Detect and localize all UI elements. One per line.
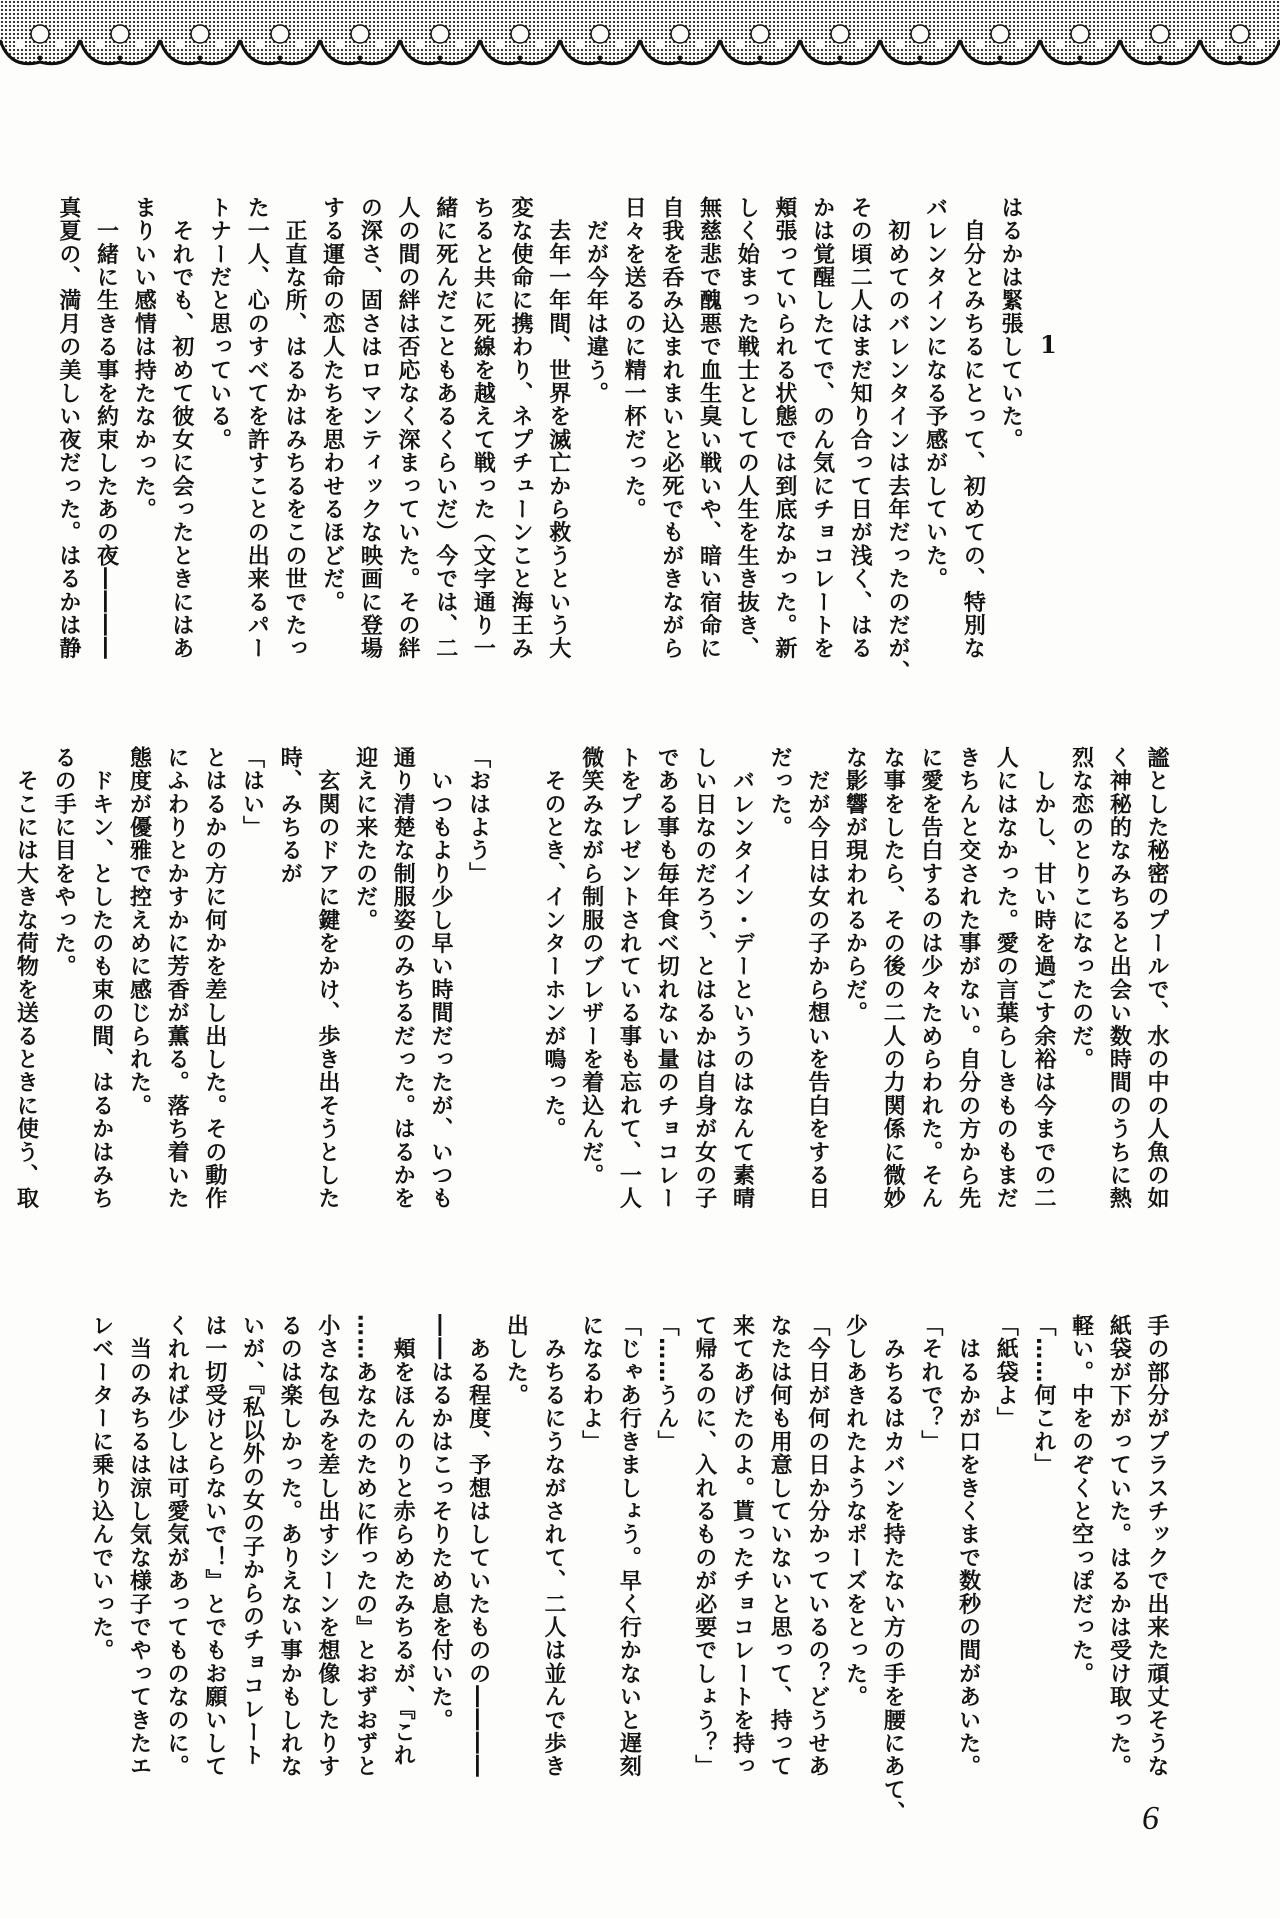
text-column: 「それで？」: [917, 1314, 943, 1454]
text-column: まりいい感情は持たなかった。: [131, 196, 157, 521]
text-column: 「紙袋よ」: [993, 1314, 1019, 1430]
text-column: になるわよ」: [578, 1314, 604, 1454]
bottom-text-block: [82, 1314, 1175, 1825]
text-column: きちんと交された事がない。自分の方から先: [955, 746, 981, 1210]
text-column: 去年一年間、世界を滅亡から救うという大: [545, 196, 571, 660]
text-column: 時、みちるが: [277, 746, 303, 886]
page-number: 6: [1142, 1800, 1159, 1837]
text-column: 軽い。中をのぞくと空っぽだった。: [1068, 1314, 1094, 1686]
text-column: 「じゃあ行きましょう。早く行かないと遅刻: [616, 1314, 642, 1778]
text-column: 「おはよう」: [465, 746, 491, 886]
text-column: 変な使命に携わり、ネプチューンこと海王み: [508, 196, 534, 660]
text-column: みちるにうながされて、二人は並んで歩き: [541, 1314, 566, 1778]
text-column: の深さ、固さはロマンティックな映画に登場: [357, 196, 383, 660]
text-column: 「今日が何の日か分かっているの？どうせあ: [804, 1314, 830, 1778]
text-column: 真夏の、満月の美しい夜だった。はるかは静: [55, 196, 81, 660]
text-column: ――はるかはこっそりため息を付いた。: [427, 1314, 453, 1732]
text-column: 日々を送るのに精一杯だった。: [621, 196, 647, 521]
text-column: 一緒に生きる事を約束したあの夜――――: [93, 196, 119, 660]
text-column: する運命の恋人たちを思わせるほどだ。: [319, 196, 345, 614]
text-column: いが、『私以外の女の子からのチョコレート: [239, 1314, 265, 1767]
text-column: 手の部分がプラスチックで出来た頑丈そうな: [1144, 1314, 1169, 1778]
text-column: 人にはなかった。愛の言葉らしきものもまだ: [993, 746, 1019, 1210]
text-column: く神秘的なみちると出会い数時間のうちに熱: [1106, 746, 1132, 1210]
text-column: 頬張っていられる状態では到底なかった。新: [771, 196, 797, 660]
text-column: 謐とした秘密のプールで、水の中の人魚の如: [1144, 746, 1169, 1210]
text-column: [497, 746, 535, 1216]
text-column: 迎えに来たのだ。: [352, 746, 378, 932]
middle-text-block: [7, 746, 1175, 1216]
text-column: な影響が現われるからだ。: [842, 746, 868, 1025]
text-column: だった。: [767, 746, 793, 839]
text-column: しかし、甘い時を過ごす余裕は今までの二: [1030, 746, 1056, 1210]
text-column: くれれば少しは可愛気があってものなのに。: [164, 1314, 190, 1778]
lace-border: [0, 0, 1280, 80]
text-column: 「……うん」: [654, 1314, 680, 1454]
chapter-number: 1: [1040, 330, 1057, 359]
text-column: 無慈悲で醜悪で血生臭い戦いや、暗い宿命に: [696, 196, 722, 660]
text-column: レベーターに乗り込んでいった。: [88, 1314, 114, 1662]
text-column: とはるかの方に何かを差し出した。その動作: [201, 746, 227, 1210]
text-column: 態度が優雅で控えめに感じられた。: [126, 746, 152, 1118]
text-column: 小さな包みを差し出すシーンを想像したりす: [314, 1314, 340, 1778]
text-column: だが今日は女の子から想いを告白をする日: [804, 746, 830, 1210]
text-column: な事をしたら、その後の二人の力関係に微妙: [880, 746, 906, 1210]
text-column: て帰るのに、入れるものが必要でしょう？」: [691, 1314, 717, 1778]
text-column: 烈な恋のとりこになったのだ。: [1068, 746, 1094, 1071]
text-column: に愛を告白するのは少々ためらわれた。そん: [917, 746, 943, 1210]
text-column: 出した。: [503, 1314, 529, 1407]
text-column: 当のみちるは涼し気な様子でやってきたエ: [126, 1314, 152, 1778]
text-column: 緒に死んだこともあるくらいだ）今では、二: [432, 196, 458, 660]
text-column: ドキン、としたのも束の間、はるかはみち: [88, 746, 114, 1210]
text-column: バレンタイン・デーというのはなんて素晴: [729, 746, 755, 1210]
text-column: それでも、初めて彼女に会ったときにはあ: [168, 196, 194, 660]
text-column: しく始まった戦士としての人生を生き抜き、: [734, 196, 760, 660]
text-column: 「はい」: [239, 746, 265, 839]
text-column: 自我を呑み込まれまいと必死でもがきながら: [658, 196, 684, 660]
text-column: るの手に目をやった。: [51, 746, 77, 978]
text-column: ある程度、予想はしていたものの――――: [465, 1314, 491, 1778]
text-column: トをプレゼントされている事も忘れて、一人: [616, 746, 642, 1210]
text-column: 微笑みながら制服のブレザーを着込んだ。: [578, 746, 604, 1187]
text-column: みちるはカバンを持たない方の手を腰にあて、: [880, 1314, 906, 1825]
text-column: ……あなたのために作ったの』とおずおずと: [352, 1314, 378, 1778]
text-column: 初めてのバレンタインは去年だったのだが、: [884, 196, 910, 684]
text-column: 自分とみちるにとって、初めての、特別な: [960, 196, 986, 660]
text-column: トナーだと思っている。: [206, 196, 232, 452]
text-column: バレンタインになる予感がしていた。: [922, 196, 948, 591]
text-column: だが今年は違う。: [583, 196, 609, 405]
text-column: 頬をほんのりと赤らめたみちるが、『これ: [390, 1314, 416, 1767]
text-column: なたは何も用意していないと思って、持って: [767, 1314, 793, 1778]
text-column: いつもより少し早い時間だったが、いつも: [427, 746, 453, 1210]
text-column: 少しあきれたようなポーズをとった。: [842, 1314, 868, 1709]
text-column: その頃二人はまだ知り合って日が浅く、はる: [847, 196, 873, 660]
text-column: そのとき、インターホンが鳴った。: [541, 746, 566, 1141]
text-column: かは覚醒したてで、のん気にチョコレートを: [809, 196, 835, 660]
text-column: はるかが口をきくまで数秒の間があいた。: [955, 1314, 981, 1778]
text-column: 紙袋が下がっていた。はるかは受け取った。: [1106, 1314, 1132, 1778]
text-column: である事も毎年食べ切れない量のチョコレー: [654, 746, 680, 1210]
top-text-block: [49, 196, 1029, 684]
text-column: た一人、心のすべてを許すことの出来るパー: [244, 196, 270, 660]
text-column: しい日なのだろう、とはるかは自身が女の子: [691, 746, 717, 1210]
text-column: ちると共に死線を越えて戦った（文字通り一: [470, 196, 496, 660]
text-column: 来てあげたのよ。貰ったチョコレートを持っ: [729, 1314, 755, 1778]
text-column: はるかは緊張していた。: [998, 196, 1023, 452]
text-column: 玄関のドアに鍵をかけ、歩き出そうとした: [314, 746, 340, 1210]
text-column: 「……何これ」: [1030, 1314, 1056, 1477]
text-column: は一切受けとらないで！』とでもお願いして: [201, 1314, 227, 1778]
text-column: にふわりとかすかに芳香が薫る。落ち着いた: [164, 746, 190, 1210]
text-column: 人の間の絆は否応なく深まっていた。その絆: [395, 196, 420, 660]
text-column: そこには大きな荷物を送るときに使う、取: [13, 746, 39, 1210]
text-column: 正直な所、はるかはみちるをこの世でたっ: [281, 196, 307, 660]
text-column: 通り清楚な制服姿のみちるだった。はるかを: [390, 746, 416, 1210]
text-column: るのは楽しかった。ありえない事かもしれな: [277, 1314, 303, 1778]
